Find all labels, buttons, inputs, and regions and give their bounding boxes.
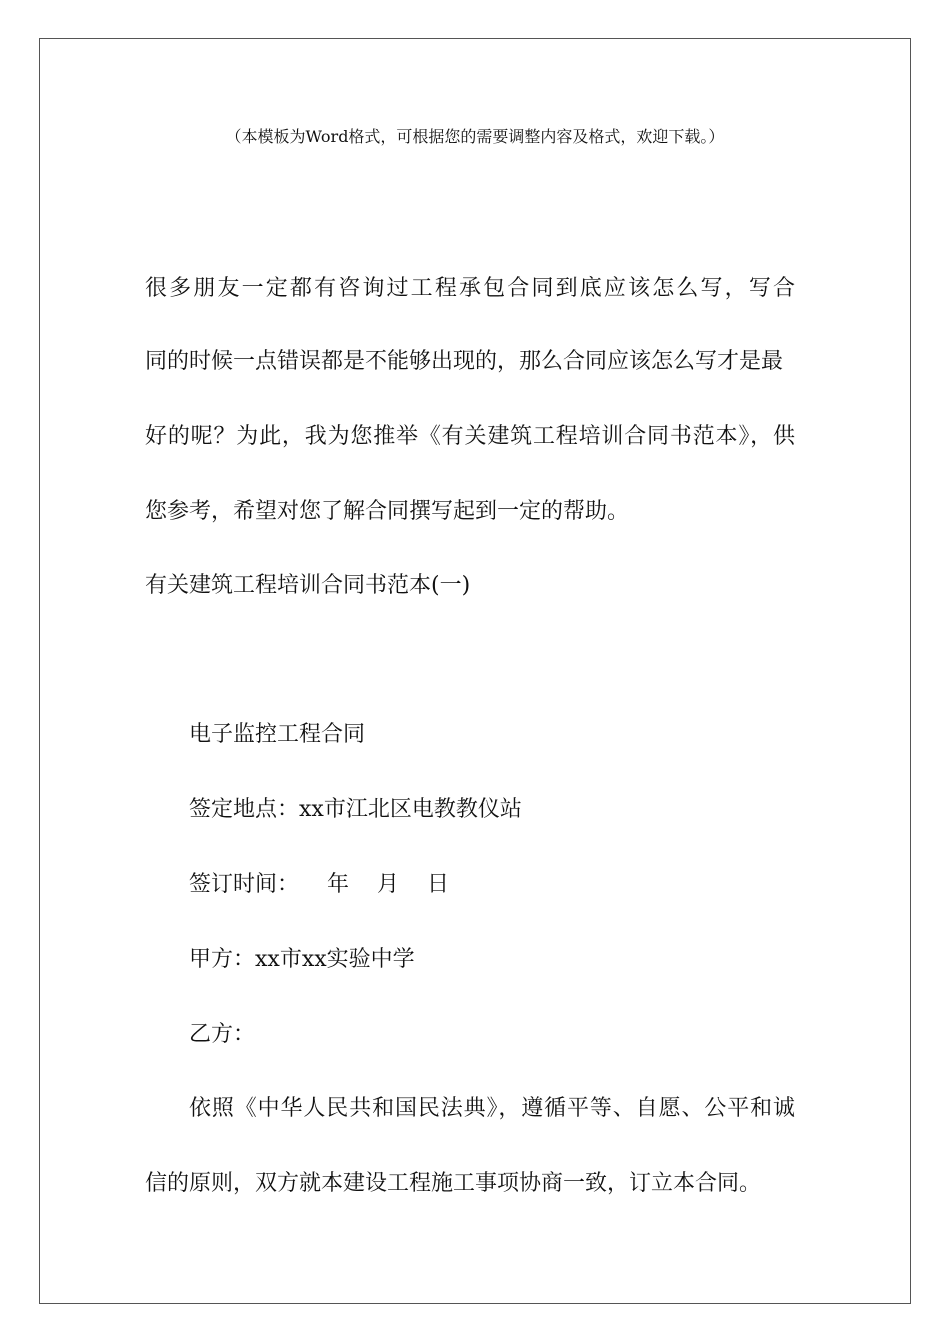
section-heading: 有关建筑工程培训合同书范本(一): [145, 573, 471, 598]
sign-time-month: 月: [377, 872, 400, 897]
sign-time: [189, 870, 449, 900]
sign-place: 签定地点：xx市江北区电教教仪站: [189, 797, 522, 822]
basis-line-2: 信的原则，双方就本建设工程施工事项协商一致，订立本合同。: [145, 1171, 762, 1196]
intro-line-4: 您参考，希望对您了解合同撰写起到一定的帮助。: [145, 499, 630, 524]
intro-line-2: 同的时候一点错误都是不能够出现的，那么合同应该怎么写才是最: [145, 349, 784, 374]
sign-time-day: 日: [427, 872, 450, 897]
sign-time-year: 年: [327, 872, 350, 897]
template-notice: （本模板为Word格式，可根据您的需要调整内容及格式，欢迎下载。）: [225, 127, 725, 146]
basis-line-1: 依照《中华人民共和国民法典》，遵循平等、自愿、公平和诚: [189, 1096, 795, 1121]
party-a: 甲方：xx市xx实验中学: [189, 947, 415, 972]
intro-line-3: 好的呢？为此，我为您推举《有关建筑工程培训合同书范本》，供: [145, 424, 795, 449]
contract-title: 电子监控工程合同: [189, 722, 366, 747]
intro-line-1: 很多朋友一定都有咨询过工程承包合同到底应该怎么写，写合: [145, 276, 795, 301]
sign-time-label: 签订时间：: [189, 872, 300, 897]
party-b: 乙方：: [189, 1022, 256, 1047]
